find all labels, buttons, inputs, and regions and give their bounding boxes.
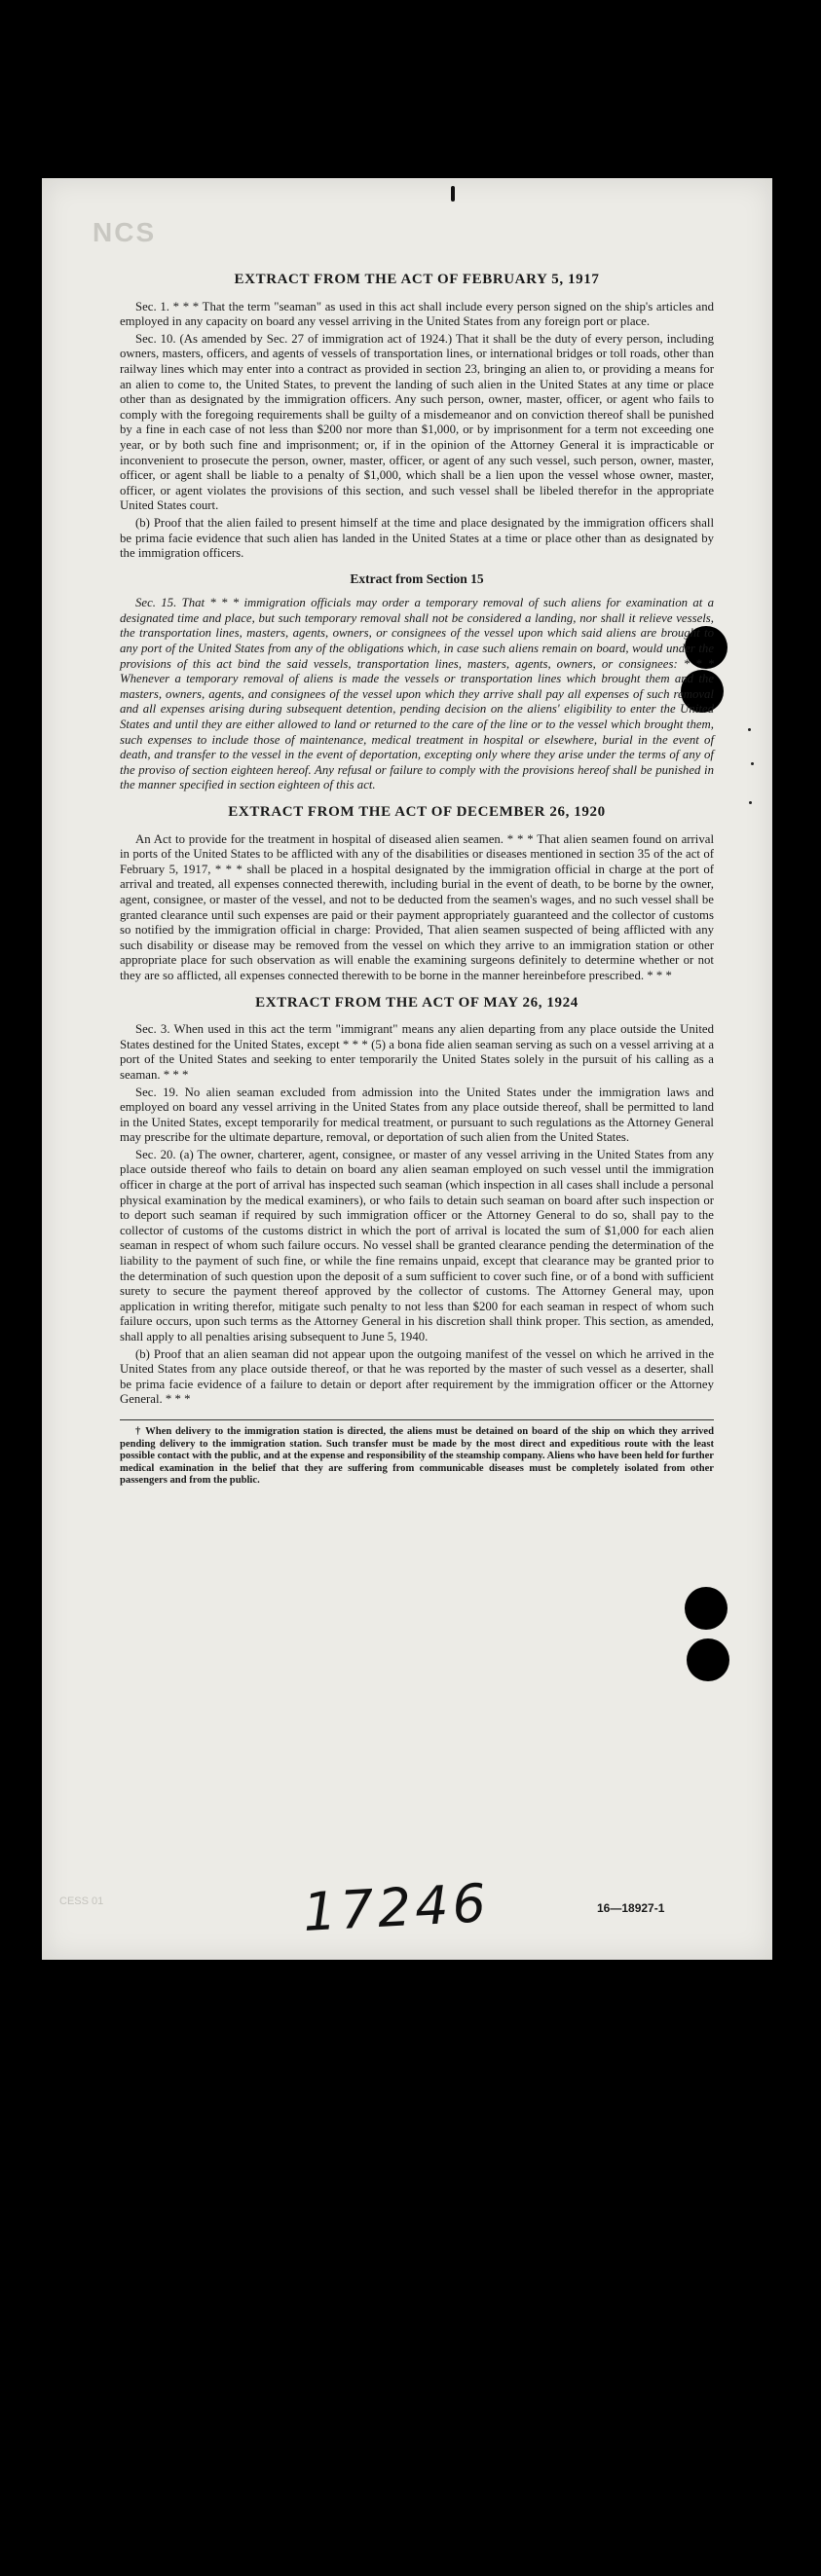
paragraph-sec-10-b: (b) Proof that the alien failed to present himself at the time and place designated by the immigration officers shall be prima facie evidence that such alien has landed in the United States at a time or place other than as designated by the immigration officers. — [120, 515, 714, 561]
margin-dot — [748, 728, 751, 731]
handwritten-number: 17246 — [301, 1872, 492, 1943]
punch-hole — [685, 1587, 728, 1630]
footnote — [120, 1419, 714, 1488]
faint-mark: CESS 01 — [59, 1895, 104, 1907]
paragraph-act-1920: An Act to provide for the treatment in hospital of diseased alien seamen. * * * That alien seamen found on arrival in ports of the United States to be afflicted with any of the disabilities or diseases mentioned in section 35 of the act of February 5, 1917, * * * shall be placed in a hospital designated by the immigration official in charge at the port of arrival and treated, all expenses connected therewith, including burial in the event of death, to be borne by the owner, agent, consignee, or master of the vessel, and not to be deducted from the seamen's wages, and no such vessel shall be granted clearance until such expenses are paid or their payment appropriately guaranteed and the collector of customs so notified by the immigration official in charge: Provided, That alien seamen suspected of being afflicted with any such disability or disease may be removed from the vessel on which they arrive to an immigration station or other appropriate place for such observation as will enable the examining surgeons definitely to determine whether or not they are so afflicted, all expenses connected therewith to be borne in the manner hereinbefore prescribed. * * * — [120, 831, 714, 982]
heading-section-15: Extract from Section 15 — [350, 570, 484, 586]
faint-stamp: NCS — [93, 217, 157, 247]
heading-act-1924: EXTRACT FROM THE ACT OF MAY 26, 1924 — [255, 994, 578, 1011]
paragraph-sec-1: Sec. 1. * * * That the term "seaman" as used in this act shall include every person signed on the ship's articles and employed in any capacity on board any vessel arriving in the United States from any foreign port or place. — [120, 299, 714, 329]
section-15-block — [120, 596, 714, 793]
punch-hole — [687, 1638, 729, 1681]
document-page — [42, 178, 772, 1960]
paragraph-sec-10: Sec. 10. (As amended by Sec. 27 of immigration act of 1924.) That it shall be the duty of every person, including owners, masters, officers, and agents of vessels of transportation lines, or international bridges or toll roads, other than railway lines which may enter into a contract as provided in section 23, bringing an alien to, or providing a means for an alien to come to, the United States, to prevent the landing of such alien in the United States at any time or place other than as designated by the immigration officers. Any such person, owner, master, officer, or agent who fails to comply with the foregoing requirements shall be guilty of a misdemeanor and on conviction thereof shall be punished by a fine in each case of not less than $200 nor more than $1,000, or by imprisonment for a term not exceeding one year, or by both such fine and imprisonment; or, if in the opinion of the Attorney General it is impracticable or inconvenient to prosecute the person, owner, master, officer, or agent of any such vessel, such person, owner, master, officer, or agent shall be liable to a penalty of $1,000, which shall be a lien upon the vessel whose owner, master, officer, or agent violates the provisions of this section, and such vessel shall be libeled therefor in the appropriate United States court. — [120, 331, 714, 513]
heading-act-1917: EXTRACT FROM THE ACT OF FEBRUARY 5, 1917 — [234, 272, 600, 287]
paragraph-sec-19: Sec. 19. No alien seaman excluded from admission into the United States under the immigration laws and employed on board any vessel arriving in the United States from any place outside thereof, shall be permitted to land in the United States, except temporarily for medical treatment, or pursuant to such regulations as the Attorney General may prescribe for the ultimate departure, removal, or deportation of such alien from the United States. — [120, 1085, 714, 1145]
heading-act-1920: EXTRACT FROM THE ACT OF DECEMBER 26, 1920 — [228, 804, 606, 820]
paragraph-sec-3: Sec. 3. When used in this act the term "immigrant" means any alien departing from any place outside the United States destined for the United States, except * * * (5) a bona fide alien seaman serving as such on a vessel arriving at a port of the United States and seeking to enter temporarily the United States solely in the pursuit of his calling as a seaman. * * * — [120, 1022, 714, 1082]
paragraph-sec-20-a: Sec. 20. (a) The owner, charterer, agent, consignee, or master of any vessel arriving in the United States from any place outside thereof who fails to detain on board any alien seaman employed on such vessel until the immigration officer in charge at the port of arrival has inspected such seaman (which inspection in all cases shall include a personal physical examination by the medical examiners), or who fails to detain such seaman on board after such inspection or to deport such seaman if required by such immigration officer or the Attorney General to do so, shall pay to the collector of customs of the customs district in which the port of arrival is located the sum of $1,000 for each alien seaman in respect of whom such failure occurs. No vessel shall be granted clearance pending the determination of the liability to the payment of such fine, or while the fine remains unpaid, except that clearance may be granted prior to the determination of such question upon the deposit of a sum sufficient to cover such fine, or of a bond with sufficient surety to secure the payment thereof approved by the collector of customs. The Attorney General may, upon application in writing therefor, mitigate such penalty to not less than $200 for each seaman in respect of whom such failure occurs, upon such terms as the Attorney General in his discretion shall think proper. This section, as amended, shall apply to all penalties arising subsequent to June 5, 1940. — [120, 1147, 714, 1343]
pin-mark — [451, 186, 455, 202]
document-body — [120, 261, 714, 1488]
margin-dot — [751, 762, 754, 765]
paragraph-sec-20-b: (b) Proof that an alien seaman did not appear upon the outgoing manifest of the vessel on which he arrived in the United States from any place outside thereof, or that he was reported by the master of such vessel as a deserter, shall be prima facie evidence of a failure to detain or deport after requirement by the immigration officer or the Attorney General. * * * — [120, 1346, 714, 1407]
form-number: 16—18927-1 — [597, 1901, 665, 1915]
margin-dot — [749, 801, 752, 804]
footnote-text: † When delivery to the immigration station is directed, the aliens must be detained on board of the ship on which they arrived pending delivery to the immigration station. Such transfer must be made by the most direct and expeditious route with the least possible contact with the public, and at the expense and responsibility of the steamship company. Aliens who have been held for further medical examination in the belief that they are suffering from communicable diseases must be completely isolated from other passengers and from the public. — [120, 1425, 714, 1487]
paragraph-sec-15: Sec. 15. That * * * immigration officials may order a temporary removal of such aliens for examination at a designated time and place, but such temporary removal shall not be considered a landing, nor shall it relieve vessels, the transportation lines, masters, agents, owners, or consignees of the vessel upon which said aliens are brought to any port of the United States from any of the obligations which, in case such aliens remain on board, would under the provisions of this act bind the said vessels, transportation lines, masters, agents, owners, or consignees: * * * Whenever a temporary removal of aliens is made the vessels or transportation lines which brought them and the masters, owners, agents, and consignees of the vessel upon which they arrive shall pay all expenses of such removal and all expenses arising during subsequent detention, pending decision on the aliens' eligibility to enter the United States and until they are either allowed to land or returned to the care of the line or to the vessel which brought them, such expenses to include those of maintenance, medical treatment in hospital or elsewhere, burial in the event of death, and transfer to the vessel in the event of deportation, excepting only where they arise under the terms of any of the proviso of section eighteen hereof. Any refusal or failure to comply with the provisions hereof shall be punished in the manner specified in section eighteen of this act. — [120, 596, 714, 792]
